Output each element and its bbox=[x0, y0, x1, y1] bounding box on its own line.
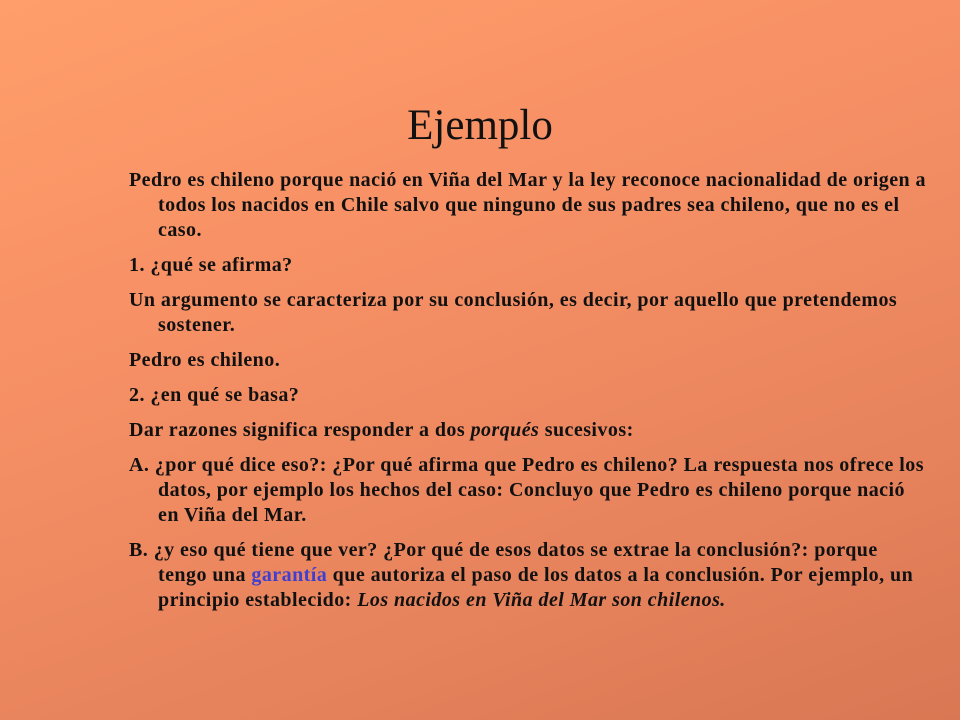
paragraph-point-a: A. ¿por qué dice eso?: ¿Por qué afirma que Pedro es chileno? La respuesta nos ofrece los datos, por ejemplo los hechos del caso: Concluyo que Pedro es chileno porque nació en Viña del Mar. bbox=[129, 454, 924, 526]
paragraph-question-2: 2. ¿en qué se basa? bbox=[129, 384, 300, 406]
paragraph-reasons bbox=[129, 418, 929, 443]
reasons-italic-term: porqués bbox=[470, 419, 540, 441]
paragraph-point-b bbox=[129, 538, 929, 613]
reasons-text-after: sucesivos: bbox=[539, 419, 634, 441]
paragraph-conclusion-definition: Un argumento se caracteriza por su conclusión, es decir, por aquello que pretendemos sostener. bbox=[129, 289, 898, 336]
point-b-highlight-term: garantía bbox=[251, 564, 328, 586]
point-b-italic-principle: Los nacidos en Viña del Mar son chilenos. bbox=[357, 589, 726, 611]
point-b-text-before: B. ¿y eso qué tiene que ver? ¿Por qué de esos datos se extrae la conclusión?: porque tengo una bbox=[129, 539, 878, 586]
slide-title: Ejemplo bbox=[407, 102, 553, 149]
paragraph-question-1: 1. ¿qué se afirma? bbox=[129, 254, 293, 276]
paragraph-example-statement: Pedro es chileno porque nació en Viña del Mar y la ley reconoce nacionalidad de origen a todos los nacidos en Chile salvo que ninguno de sus padres sea chileno, que no es el caso. bbox=[129, 169, 927, 241]
point-b-text-middle: que autoriza el paso de los datos a la conclusión. Por ejemplo, un principio establecido: bbox=[158, 564, 914, 611]
paragraph-conclusion: Pedro es chileno. bbox=[129, 349, 281, 371]
reasons-text-before: Dar razones significa responder a dos bbox=[129, 419, 471, 441]
slide-body bbox=[129, 168, 929, 623]
